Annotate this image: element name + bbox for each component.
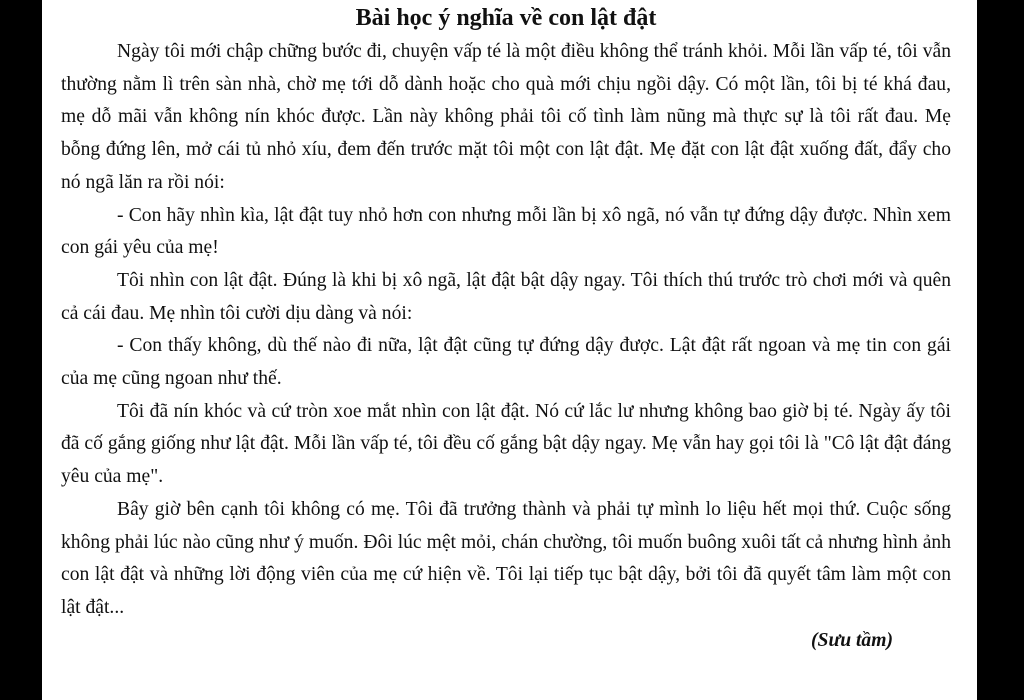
paragraph-2: - Con hãy nhìn kìa, lật đật tuy nhỏ hơn con nhưng mỗi lần bị xô ngã, nó vẫn tự đứng dậy được. Nhìn xem con gái yêu của mẹ!	[61, 204, 951, 259]
paragraph-5: Tôi đã nín khóc và cứ tròn xoe mắt nhìn con lật đật. Nó cứ lắc lư nhưng không bao giờ bị té. Ngày ấy tôi đã cố gắng giống như lật đật. Mỗi lần vấp té, tôi đều cố gắng bật dậy ngay. Mẹ vẫn hay gọi tôi là "Cô lật đật đáng yêu của mẹ".	[61, 400, 951, 488]
paragraph-3: Tôi nhìn con lật đật. Đúng là khi bị xô ngã, lật đật bật dậy ngay. Tôi thích thú trước trò chơi mới và quên cả cái đau. Mẹ nhìn tôi cười dịu dàng và nói:	[61, 269, 951, 324]
paragraph-6: Bây giờ bên cạnh tôi không có mẹ. Tôi đã trưởng thành và phải tự mình lo liệu hết mọi thứ. Cuộc sống không phải lúc nào cũng như ý muốn. Đôi lúc mệt mỏi, chán chường, tôi muốn buông xuôi tất cả nhưng hình ảnh con lật đật và những lời động viên của mẹ cứ hiện về. Tôi lại tiếp tục bật dậy, bởi tôi đã quyết tâm làm một con lật đật...	[61, 498, 951, 618]
paragraph-4: - Con thấy không, dù thế nào đi nữa, lật đật cũng tự đứng dậy được. Lật đật rất ngoan và mẹ tin con gái của mẹ cũng ngoan như thế.	[61, 335, 951, 390]
document-body	[61, 0, 951, 657]
paragraph-1: Ngày tôi mới chập chững bước đi, chuyện vấp té là một điều không thể tránh khỏi. Mỗi lần vấp té, tôi vẫn thường nằm lì trên sàn nhà, chờ mẹ tới dỗ dành hoặc cho quà mới chịu ngồi dậy. Có một lần, tôi bị té khá đau, mẹ dỗ mãi vẫn không nín khóc được. Lần này không phải tôi cố tình làm nũng mà thực sự là tôi rất đau. Mẹ bỗng đứng lên, mở cái tủ nhỏ xíu, đem đến trước mặt tôi một con lật đật. Mẹ đặt con lật đật xuống đất, đẩy cho nó ngã lăn ra rồi nói:	[61, 41, 951, 193]
source-note: (Sưu tầm)	[811, 629, 893, 651]
document-page	[42, 0, 977, 700]
document-title: Bài học ý nghĩa về con lật đật	[355, 5, 657, 31]
